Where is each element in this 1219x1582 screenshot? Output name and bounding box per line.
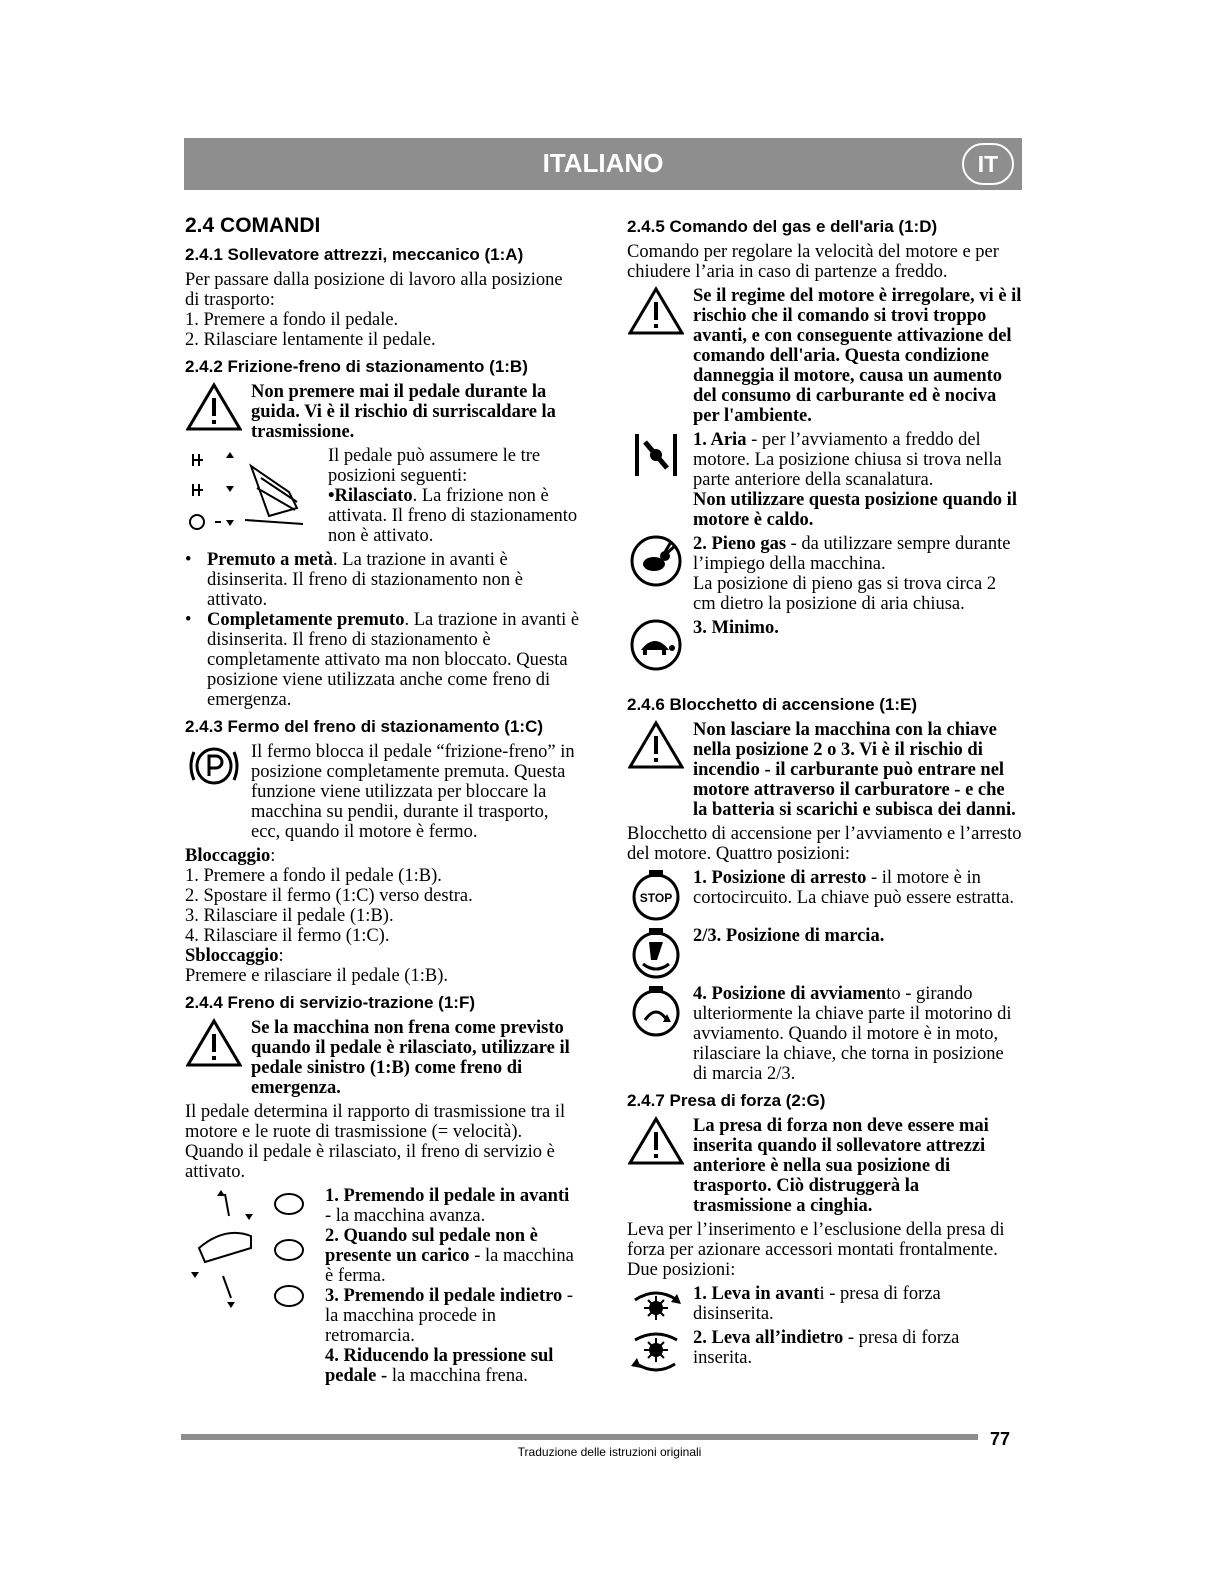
full-throttle-block: 2. Pieno gas - da utilizzare sempre durante l’impiego della macchina. La posizione di pieno gas si trova circa 2 cm dietro la posizione di aria chiusa. xyxy=(627,534,1022,614)
list-item: 1. Premere a fondo il pedale. xyxy=(185,310,399,330)
paragraph: Il pedale determina il rapporto di trasmissione tra il motore e le ruote di trasmissione (= velocità). Quando il pedale è rilasciato, il freno di servizio è attivato. xyxy=(185,1102,566,1182)
list-item: 2. Rilasciare lentamente il pedale. xyxy=(185,330,436,350)
left-column: 2.4 COMANDI 2.4.1 Sollevatore attrezzi, meccanico (1:A) Per passare dalla posizione di lavoro alla posizione di trasporto: 1. Premere a fondo il pedale. 2. Rilasciare lentamente il pedale. 2.4.2 Frizione-freno di stazionamento (1:B) Non premere mai il pedale durante la guida. Vi è il rischio di surriscaldare la trasmissione. Il pedale può assumere le tre posizioni seguenti: •Rilasciato. La frizione non è attivata. Il freno di stazionamento non è attivato. • Premuto a metà. La trazione in avanti è disinserita. Il freno di stazionamento non è attivato. • Completamente premuto. La trazione in avanti è disinserita. Il freno di stazionamento è completamente attivato ma non bloccato. Questa posizione viene utilizzata anche come freno di emergenza. 2.4.3 Fermo del freno di stazionamento (1:C) Il fermo blocca il pedale “frizione-freno” in posizione completamente premuta. Questa funzione viene utilizzata per bloccare la macchina su pendii, durante il trasporto, ecc, quando il motore è fermo. Bloccaggio: 1. Premere a fondo il pedale (1:B). 2. Spostare il fermo (1:C) verso destra. 3. Rilasciare il pedale (1:B). 4. Rilasciare il fermo (1:C). Sbloccaggio: Premere e rilasciare il pedale (1:B). 2.4.4 Freno di servizio-trazione (1:F) Se la macchina non frena come previsto quando il pedale è rilasciato, utilizzare il pedale sinistro (1:B) come freno di emergenza. Il pedale determina il rapporto di trasmissione tra il motore e le ruote di trasmissione (= velocità). Quando il pedale è rilasciato, il freno di servizio è attivato. 1. Premendo il pedale in avanti - la macchina avanza. 2. Quando sul pedale non è presente un carico - la macchina è ferma. 3. Premendo il pedale indietro - la macchina procede in retromarcia. 4. Riducendo la pressione sul pedale - la macchina frena. xyxy=(185,214,580,1386)
list-item: 4. Rilasciare il fermo (1:C). xyxy=(185,926,390,946)
start-key-icon xyxy=(627,984,685,1084)
warning-block xyxy=(185,1018,580,1098)
heading-2-4-6: 2.4.6 Blocchetto di accensione (1:E) xyxy=(627,695,918,714)
warning-text: Non utilizzare questa posizione quando il motore è caldo. xyxy=(693,490,1017,530)
section-title-comandi: 2.4 COMANDI xyxy=(185,214,321,237)
language-title: ITALIANO xyxy=(542,148,664,178)
heading-2-4-3: 2.4.3 Fermo del freno di stazionamento (1:C) xyxy=(185,717,544,736)
warning-block xyxy=(627,286,1022,426)
parking-brake-block xyxy=(185,742,580,842)
step-list xyxy=(185,310,580,350)
pto-forward-block: 1. Leva in avanti - presa di forza disinserita. xyxy=(627,1284,1022,1324)
drive-pedal-diagram-icon xyxy=(185,1186,317,1386)
warning-block xyxy=(627,1116,1022,1216)
heading-2-4-1: 2.4.1 Sollevatore attrezzi, meccanico (1:A) xyxy=(185,245,524,264)
choke-icon xyxy=(627,430,685,530)
run-key-icon xyxy=(627,926,685,980)
paragraph: Comando per regolare la velocità del motore e per chiudere l’aria in caso di partenze a freddo. xyxy=(627,242,999,282)
warning-text: Se il regime del motore è irregolare, vi è il rischio che il comando si trovi troppo avanti, e con conseguente attivazione del comando dell'aria. Questa condizione danneggia il motore, causa un aumento del consumo di carburante ed è nociva per l'ambiente. xyxy=(693,286,1022,426)
turtle-icon xyxy=(627,618,685,672)
heading-2-4-2: 2.4.2 Frizione-freno di stazionamento (1:B) xyxy=(185,357,528,376)
warning-icon xyxy=(185,382,243,442)
warning-text: Se la macchina non frena come previsto quando il pedale è rilasciato, utilizzare il pedale sinistro (1:B) come freno di emergenza. xyxy=(251,1018,570,1098)
heading-2-4-7: 2.4.7 Presa di forza (2:G) xyxy=(627,1091,826,1110)
paragraph: Per passare dalla posizione di lavoro alla posizione di trasporto: xyxy=(185,270,563,310)
rabbit-icon xyxy=(627,534,685,614)
ignition-run-block: 2/3. Posizione di marcia. xyxy=(627,926,1022,980)
idle-block: 3. Minimo. xyxy=(627,618,1022,672)
drive-pedal-block xyxy=(185,1186,580,1386)
paragraph: Premere e rilasciare il pedale (1:B). xyxy=(185,966,448,986)
stop-key-icon xyxy=(627,868,685,922)
heading-2-4-4: 2.4.4 Freno di servizio-trazione (1:F) xyxy=(185,993,476,1012)
stop-label: STOP xyxy=(639,891,673,905)
list-item: 2. Spostare il fermo (1:C) verso destra. xyxy=(185,886,473,906)
warning-text: Non premere mai il pedale durante la guida. Vi è il rischio di surriscaldare la trasmissione. xyxy=(251,382,556,442)
list-item: • Premuto a metà. La trazione in avanti è disinserita. Il freno di stazionamento non è attivato. xyxy=(185,550,523,610)
parking-brake-icon xyxy=(185,742,243,842)
parking-brake-text: Il fermo blocca il pedale “frizione-freno” in posizione completamente premuta. Questa funzione viene utilizzata per bloccare la macchina su pendii, durante il trasporto, ecc, quando il motore è fermo. xyxy=(251,742,575,842)
paragraph: Blocchetto di accensione per l’avviamento e l’arresto del motore. Quattro posizioni: xyxy=(627,824,1022,864)
pedal-positions-text: Il pedale può assumere le tre posizioni seguenti: •Rilasciato. La frizione non è attivata. Il freno di stazionamento non è attivato. xyxy=(328,446,578,546)
pto-on-icon xyxy=(627,1328,685,1376)
footer-rule xyxy=(181,1434,978,1440)
page-number: 77 xyxy=(990,1429,1011,1449)
drive-pedal-text: 1. Premendo il pedale in avanti - la macchina avanza. 2. Quando sul pedale non è presente un carico - la macchina è ferma. 3. Premendo il pedale indietro - la macchina procede in retromarcia. 4. Riducendo la pressione sul pedale - la macchina frena. xyxy=(325,1186,574,1386)
pto-off-icon xyxy=(627,1284,685,1324)
language-badge: IT xyxy=(962,143,1014,185)
heading-2-4-5: 2.4.5 Comando del gas e dell'aria (1:D) xyxy=(627,217,938,236)
pto-backward-block: 2. Leva all’indietro - presa di forza inserita. xyxy=(627,1328,1022,1376)
choke-block: 1. Aria - per l’avviamento a freddo del motore. La posizione chiusa si trova nella parte anteriore della scanalatura. Non utilizzare questa posizione quando il motore è caldo. xyxy=(627,430,1022,530)
warning-icon xyxy=(627,1116,685,1216)
ignition-start-block: 4. Posizione di avviamento - girando ulteriormente la chiave parte il motorino di avviamento. Quando il motore è in moto, rilasciare la chiave, che torna in posizione di marcia 2/3. xyxy=(627,984,1022,1084)
warning-icon xyxy=(627,286,685,426)
warning-icon xyxy=(185,1018,243,1098)
pedal-positions-block xyxy=(185,446,580,546)
list-item: 1. Premere a fondo il pedale (1:B). xyxy=(185,866,442,886)
list-item: • Completamente premuto. La trazione in avanti è disinserita. Il freno di stazionamento è completamente attivato ma non bloccato. Questa posizione viene utilizzata anche come freno di emergenza. xyxy=(185,610,580,710)
ignition-stop-block: STOP 1. Posizione di arresto - il motore è in cortocircuito. La chiave può essere estratta. xyxy=(627,868,1022,922)
pedal-diagram-icon xyxy=(185,446,320,546)
warning-block xyxy=(185,382,580,442)
language-header-bar xyxy=(184,138,1022,190)
warning-block xyxy=(627,720,1022,820)
list-item: 3. Rilasciare il pedale (1:B). xyxy=(185,906,394,926)
warning-text: La presa di forza non deve essere mai inserita quando il sollevatore attrezzi anteriore è nella sua posizione di trasporto. Ciò distruggerà la trasmissione a cinghia. xyxy=(693,1116,989,1216)
footer-caption: Traduzione delle istruzioni originali xyxy=(517,1445,702,1459)
warning-text: Non lasciare la macchina con la chiave nella posizione 2 o 3. Vi è il rischio di incendio - il carburante può entrare nel motore attraverso il carburatore - e che la batteria si scarichi e subisca dei danni. xyxy=(693,720,1016,820)
right-column xyxy=(627,216,1022,1380)
paragraph: Leva per l’inserimento e l’esclusione della presa di forza per azionare accessori montati frontalmente. Due posizioni: xyxy=(627,1220,1005,1280)
warning-icon xyxy=(627,720,685,820)
step-list xyxy=(185,866,580,946)
